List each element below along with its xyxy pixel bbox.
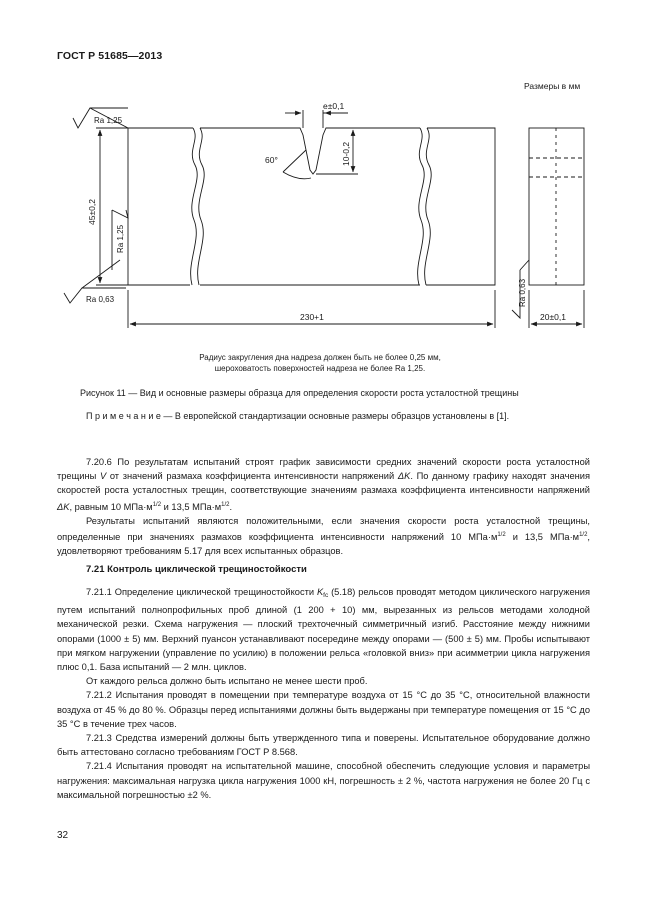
text-run: и 13,5 МПа·м — [161, 501, 222, 512]
paragraphs-7-21 — [57, 585, 590, 802]
subscript: fc — [323, 592, 329, 599]
text-run: от значений размаха коэффициента интенсивности напряжений — [106, 471, 398, 482]
text-run: 7.20.6 По результатам испытаний строят график зависимости средних значений скорости роста усталостной трещины — [57, 457, 590, 482]
text-run: Результаты испытаний являются положительными, если значения скорости роста усталостной трещины, определенные при значениях размахов коэффициента интенсивности напряжений 10 МПа·м — [57, 515, 590, 543]
figure-caption: Рисунок 11 — Вид и основные размеры образца для определения скорости роста усталостной трещины — [80, 388, 519, 398]
european-note — [86, 411, 509, 421]
roughness-side: Ra 1,25 — [116, 224, 125, 253]
figure-note-line-1: Радиус закругления дна надреза должен быть не более 0,25 мм, — [199, 353, 441, 362]
symbol-v: V — [99, 471, 107, 482]
units-label: Размеры в мм — [524, 81, 581, 91]
specimen-side-view — [529, 128, 584, 285]
dim-length: 230+1 — [300, 312, 324, 322]
exponent: 1/2 — [152, 501, 162, 508]
text-run: (5.18) рельсов проводят методом циклического нагружения путем испытаний полнопрофильных проб длиной (1 200 + 10) мм, вырезанных из рельсов методами холодной механической резки. Схема нагружения — плоский трехточечный симметричный изгиб. Расстояние между нижними опорами (1000 ± 5) мм. Верхний пуансон устанавливают посередине между опорами — (500 ± 5) мм. Пробы испытывают при мягком нагружении (управление по усилию) в положении рельса «головкой вниз» при асимметрии цикла нагружения плюс 0,1. База испытаний — 2 млн. циклов. — [57, 587, 590, 673]
paragraph-7-21-3: 7.21.3 Средства измерений должны быть утвержденного типа и поверены. Испытательное оборудование должно быть аттестовано согласно требованиям ГОСТ Р 8.568. — [57, 733, 590, 758]
symbol-delta-k: ΔK — [57, 501, 70, 512]
roughness-end: Ra 0,63 — [518, 278, 527, 307]
text-run: . — [229, 501, 233, 512]
dim-notch-width: e±0,1 — [323, 101, 345, 111]
paragraph-proof-count: От каждого рельса должно быть испытано не менее шести проб. — [86, 676, 368, 687]
roughness-top: Ra 1,25 — [94, 116, 123, 125]
dim-notch-angle: 60° — [265, 155, 278, 165]
symbol-k: K — [316, 587, 324, 597]
text-run: 7.21.1 Определение циклической трещиностойкости — [86, 587, 317, 597]
paragraph-7-20-6 — [57, 455, 590, 558]
note-label: П р и м е ч а н и е — [86, 411, 161, 421]
exponent: 1/2 — [497, 532, 506, 539]
roughness-bottom: Ra 0,63 — [86, 295, 115, 304]
dim-notch-depth: 10-0,2 — [341, 141, 351, 166]
symbol-delta-k: ΔK — [397, 471, 411, 482]
figure-note-line-2: шероховатость поверхностей надреза не более Ra 1,25. — [214, 364, 426, 373]
text-run: . По данному графику находят значения скоростей роста усталостных трещин, соответствующие значениям размаха коэффициента интенсивности напряжений — [57, 471, 590, 496]
dim-height: 45±0,2 — [87, 199, 97, 225]
dim-thickness: 20±0,1 — [540, 312, 566, 322]
page-number: 32 — [57, 830, 69, 841]
exponent: 1/2 — [579, 532, 588, 539]
text-run: , удовлетворяют требованиям 5.17 для всех испытанных образцов. — [57, 532, 591, 557]
specimen-front-view — [128, 128, 495, 285]
text-run: и 13,5 МПа·м — [505, 532, 580, 543]
section-heading: 7.21 Контроль циклической трещиностойкости — [86, 564, 307, 575]
text-run: , равным 10 МПа·м — [69, 501, 153, 512]
paragraph-7-21-4: 7.21.4 Испытания проводят на испытательной машине, способной обеспечить следующие условия и параметры нагружения: максимальная нагрузка цикла нагружения 1000 кН, погрешность ± 2 %, частота нагружения не более 20 Гц с максимальной погрешностью ±2 %. — [57, 761, 590, 800]
paragraph-7-21-2: 7.21.2 Испытания проводят в помещении при температуре воздуха от 15 °С до 35 °С, относительной влажности воздуха от 45 % до 80 %. Образцы перед испытаниями должны быть выдержаны при температуре помещения от 15 °С до 35 °С в течение трех часов. — [57, 690, 590, 729]
document-header: ГОСТ Р 51685—2013 — [57, 50, 163, 62]
note-text: — В европейской стандартизации основные размеры образцов установлены в [1]. — [160, 411, 510, 421]
exponent: 1/2 — [221, 501, 230, 508]
